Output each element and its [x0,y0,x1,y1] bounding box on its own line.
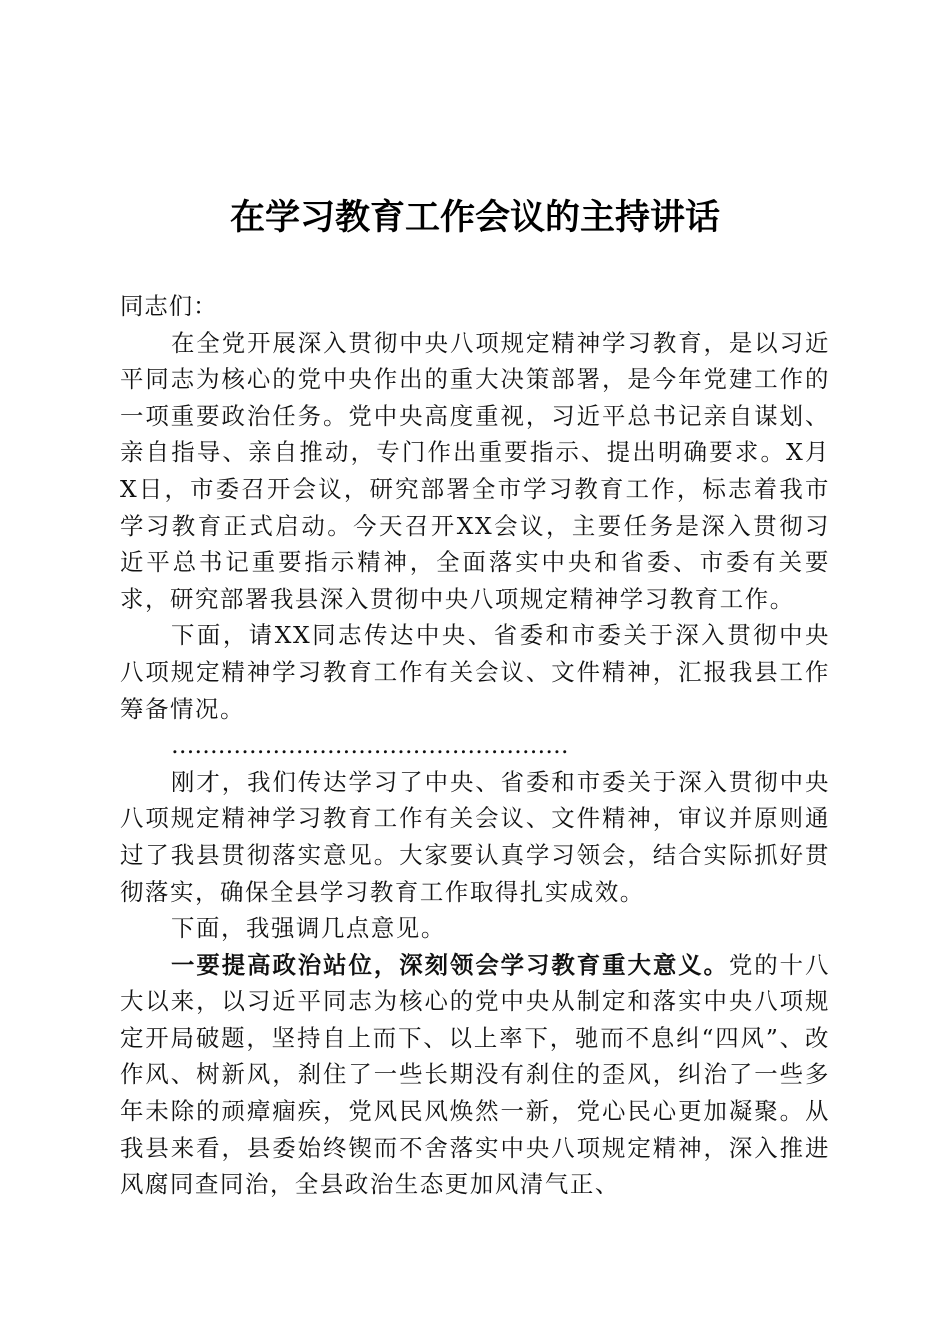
paragraph-report-request: 下面，请XX同志传达中央、省委和市委关于深入贯彻中央八项规定精神学习教育工作有关会议、文件精神，汇报我县工作筹备情况。 [120,621,830,723]
point-one-heading: 一要提高政治站位，深刻领会学习教育重大意义。 [171,950,729,979]
salutation: 同志们： [120,292,218,320]
paragraph-intro: 在全党开展深入贯彻中央八项规定精神学习教育，是以习近平同志为核心的党中央作出的重大决策部署，是今年党建工作的一项重要政治任务。党中央高度重视，习近平总书记亲自谋划、亲自指导、亲自推动，专门作出重要指示、提出明确要求。X月X日，市委召开会议，研究部署全市学习教育工作，标志着我市学习教育正式启动。今天召开XX会议，主要任务是深入贯彻习近平总书记重要指示精神，全面落实中央和省委、市委有关要求，研究部署我县深入贯彻中央八项规定精神学习教育工作。 [120,328,830,613]
point-one-text: 党的十八大以来，以习近平同志为核心的党中央从制定和落实中央八项规定开局破题，坚持自上而下、以上率下，驰而不息纠“四风”、改作风、树新风，刹住了一些长期没有刹住的歪风，纠治了一些多年未除的顽瘴痼疾，党风民风焕然一新，党心民心更加凝聚。从我县来看，县委始终锲而不舍落实中央八项规定精神，深入推进风腐同查同治，全县政治生态更加风清气正、 [120,950,830,1199]
paragraph-summary: 刚才，我们传达学习了中央、省委和市委关于深入贯彻中央八项规定精神学习教育工作有关会议、文件精神，审议并原则通过了我县贯彻落实意见。大家要认真学习领会，结合实际抓好贯彻落实，确保全县学习教育工作取得扎实成效。 [120,767,830,906]
ellipsis-separator: …………………………………………… [171,731,569,760]
document-body [120,288,830,1203]
document-title: 在学习教育工作会议的主持讲话 [229,197,720,238]
paragraph-transition: 下面，我强调几点意见。 [171,914,446,943]
paragraph-point-one [120,947,830,1203]
